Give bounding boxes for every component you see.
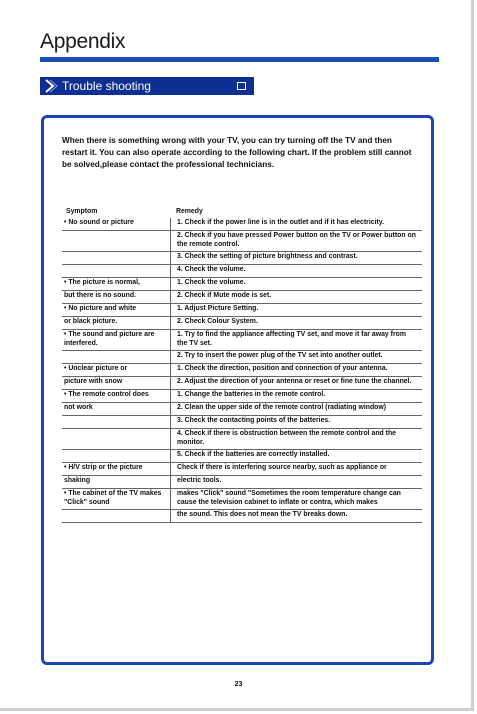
table-row [62, 416, 422, 429]
symptom-cell [62, 265, 172, 266]
content-panel [41, 115, 434, 665]
table-row [62, 218, 422, 231]
table-row [62, 231, 422, 252]
remedy-cell: the sound. This does not mean the TV breaks down. [170, 510, 422, 522]
symptom-cell: not work [64, 404, 93, 411]
table-row [62, 510, 422, 523]
remedy-cell: 1. Check if the power line is in the outlet and if it has electricity. [170, 218, 422, 230]
symptom-cell: • The cabinet of the TV makes "Click" sound [64, 490, 162, 506]
page-title: Appendix [40, 30, 126, 53]
remedy-cell: 2. Try to insert the power plug of the TV set into another outlet. [170, 351, 422, 363]
intro-paragraph: When there is something wrong with your TV, you can try turning off the TV and then restart it. You can also operate according to the following chart. If the problem still cannot be solved,please contact the professional technicians. [62, 136, 412, 169]
table-row [62, 403, 422, 416]
table-row [62, 265, 422, 278]
symptom-cell: • No picture and white [64, 305, 137, 312]
symptom-cell [62, 351, 172, 352]
remedy-cell: 2. Clean the upper side of the remote control (radiating window) [170, 403, 422, 415]
symptom-cell [62, 429, 172, 430]
column-header-remedy: Remedy [176, 208, 203, 215]
table-body [62, 218, 422, 523]
symptom-cell: picture with snow [64, 378, 123, 385]
symptom-cell [62, 450, 172, 451]
table-row [62, 377, 422, 390]
table-row [62, 429, 422, 450]
remedy-cell: electric tools. [170, 476, 422, 488]
symptom-cell: • No sound or picture [64, 219, 134, 226]
symptom-cell: or black picture. [64, 318, 118, 325]
remedy-cell: 4. Check the volume. [170, 265, 422, 277]
symptom-cell [62, 416, 172, 417]
symptom-cell [62, 252, 172, 253]
remedy-cell: 1. Check the volume. [170, 278, 422, 290]
remedy-cell: 2. Check if you have pressed Power button on the TV or Power button on the remote control. [170, 231, 422, 251]
table-row [62, 317, 422, 330]
table-row [62, 463, 422, 476]
table-row [62, 351, 422, 364]
troubleshooting-table [62, 208, 422, 523]
table-row [62, 304, 422, 317]
table-row [62, 364, 422, 377]
symptom-cell: but there is no sound. [64, 292, 136, 299]
remedy-cell: 2. Adjust the direction of your antenna or reset or fine tune the channel. [170, 377, 422, 389]
symptom-cell: • The remote control does [64, 391, 149, 398]
chevron-right-icon [44, 79, 58, 98]
remedy-cell: 1. Change the batteries in the remote control. [170, 390, 422, 402]
remedy-cell: 1. Try to find the appliance affecting TV set, and move it far away from the TV set. [170, 330, 422, 350]
symptom-cell: • The sound and picture are interfered. [64, 331, 155, 347]
table-row [62, 252, 422, 265]
remedy-cell: Check if there is interfering source nearby, such as appliance or [170, 463, 422, 475]
section-title: Trouble shooting [62, 79, 151, 93]
table-row [62, 330, 422, 351]
remedy-cell: 5. Check if the batteries are correctly installed. [170, 450, 422, 462]
symptom-cell: shaking [64, 477, 91, 484]
remedy-cell: 2. Check if Mute mode is set. [170, 291, 422, 303]
remedy-cell: 4. Check if there is obstruction between the remote control and the monitor. [170, 429, 422, 449]
symptom-cell: • Unclear picture or [64, 365, 128, 372]
table-row [62, 278, 422, 291]
symptom-cell: • The picture is normal, [64, 279, 140, 286]
remedy-cell: makes "Click" sound "Sometimes the room temperature change can cause the television cabinet to inflate or contra, which makes [170, 489, 422, 509]
table-row [62, 489, 422, 510]
remedy-cell: 3. Check the contacting points of the batteries. [170, 416, 422, 428]
table-row [62, 291, 422, 304]
page-number: 23 [234, 681, 243, 688]
title-rule [40, 57, 439, 62]
table-row [62, 450, 422, 463]
table-header [62, 208, 422, 218]
symptom-cell [62, 231, 172, 232]
square-icon [237, 82, 246, 90]
table-row [62, 476, 422, 489]
symptom-cell [62, 510, 172, 511]
remedy-cell: 1. Adjust Picture Setting. [170, 304, 422, 316]
remedy-cell: 3. Check the setting of picture brightness and contrast. [170, 252, 422, 264]
remedy-cell: 1. Check the direction, position and connection of your antenna. [170, 364, 422, 376]
symptom-cell: • H/V strip or the picture [64, 464, 143, 471]
remedy-cell: 2. Check Colour System. [170, 317, 422, 329]
column-header-symptom: Symptom [66, 208, 98, 215]
table-row [62, 390, 422, 403]
section-header-bar [40, 77, 254, 95]
